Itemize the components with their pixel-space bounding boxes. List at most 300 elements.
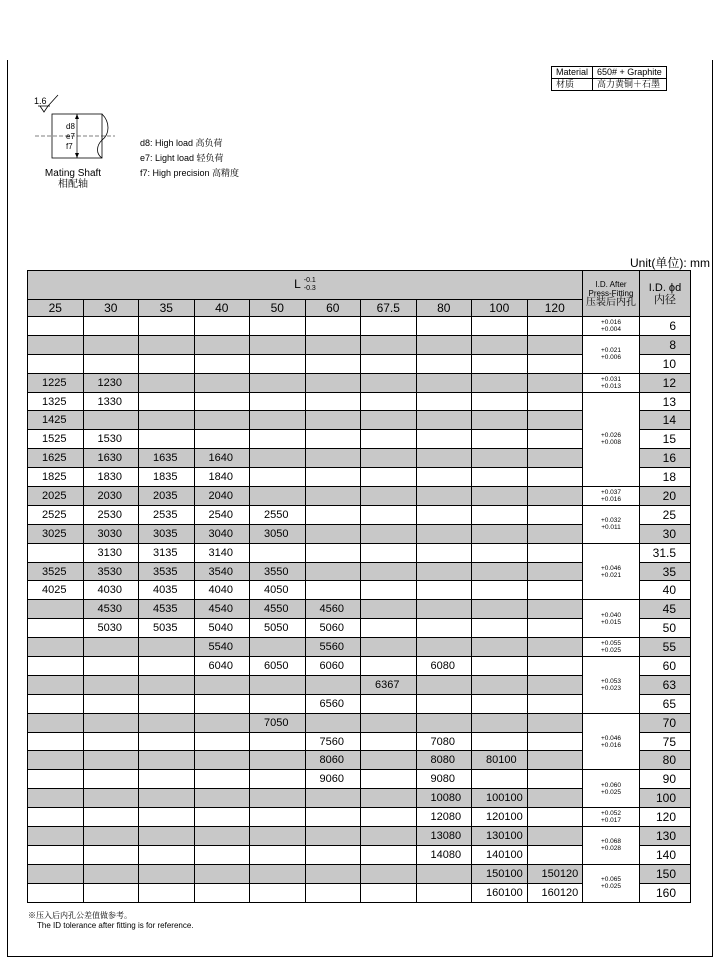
- part-number-cell: [527, 581, 583, 600]
- note-d8: d8: High load 高负荷: [140, 138, 223, 148]
- part-number-cell: [250, 638, 306, 657]
- part-number-cell: [527, 449, 583, 468]
- tolerance-upper: +0.046: [600, 564, 622, 572]
- length-tol-upper: -0.1: [303, 277, 316, 284]
- part-number-cell: [194, 694, 250, 713]
- table-row: [28, 505, 691, 524]
- part-number-cell: [527, 845, 583, 864]
- part-number-cell: [305, 373, 361, 392]
- inner-diameter-cell: 16: [640, 449, 691, 468]
- tolerance-lower: +0.025: [600, 647, 622, 655]
- part-number-cell: 7080: [416, 732, 472, 751]
- part-number-cell: 1425: [28, 411, 84, 430]
- inner-diameter-cell: 13: [640, 392, 691, 411]
- part-number-cell: [416, 411, 472, 430]
- mating-shaft-drawing: [30, 94, 120, 164]
- part-number-cell: [305, 468, 361, 487]
- part-number-cell: [361, 808, 417, 827]
- footnote: [28, 911, 194, 931]
- part-number-cell: [527, 694, 583, 713]
- part-number-cell: [472, 430, 528, 449]
- length-col-header: 67.5: [361, 300, 417, 317]
- part-number-cell: 5035: [139, 619, 195, 638]
- part-number-cell: 6080: [416, 657, 472, 676]
- inner-diameter-cell: 31.5: [640, 543, 691, 562]
- part-number-cell: [305, 335, 361, 354]
- part-number-cell: [527, 619, 583, 638]
- part-number-cell: [416, 543, 472, 562]
- inner-diameter-cell: 14: [640, 411, 691, 430]
- part-number-cell: [527, 430, 583, 449]
- part-number-cell: 1840: [194, 468, 250, 487]
- part-number-cell: 13080: [416, 827, 472, 846]
- part-number-cell: 3525: [28, 562, 84, 581]
- material-label-cn: 材质: [552, 79, 593, 91]
- part-number-cell: [194, 751, 250, 770]
- part-number-cell: 8060: [305, 751, 361, 770]
- part-number-cell: [472, 732, 528, 751]
- part-number-cell: 4050: [250, 581, 306, 600]
- part-number-cell: [139, 675, 195, 694]
- id-tolerance-cell: [583, 335, 640, 373]
- part-number-cell: [472, 581, 528, 600]
- part-number-cell: 3025: [28, 524, 84, 543]
- inner-diameter-cell: 20: [640, 487, 691, 506]
- part-number-cell: [361, 411, 417, 430]
- tolerance-upper: +0.040: [600, 611, 622, 619]
- part-number-cell: 5060: [305, 619, 361, 638]
- part-number-cell: [361, 392, 417, 411]
- part-number-cell: [305, 581, 361, 600]
- part-number-cell: 1325: [28, 392, 84, 411]
- part-number-cell: [83, 864, 139, 883]
- footnote-en: The ID tolerance after fitting is for reference.: [37, 921, 194, 930]
- part-number-cell: [416, 335, 472, 354]
- length-col-header: 40: [194, 300, 250, 317]
- part-number-cell: [305, 845, 361, 864]
- part-number-cell: 1825: [28, 468, 84, 487]
- part-number-cell: 10080: [416, 789, 472, 808]
- tolerance-upper: +0.053: [600, 677, 622, 685]
- part-number-cell: [194, 335, 250, 354]
- tolerance-upper: +0.068: [600, 838, 622, 846]
- part-number-cell: [527, 524, 583, 543]
- part-number-cell: [305, 411, 361, 430]
- part-number-cell: 3540: [194, 562, 250, 581]
- frame-bottom-border: [7, 956, 713, 957]
- part-number-cell: [83, 751, 139, 770]
- part-number-cell: 3050: [250, 524, 306, 543]
- part-number-cell: 5560: [305, 638, 361, 657]
- inner-diameter-cell: 18: [640, 468, 691, 487]
- part-number-cell: 6367: [361, 675, 417, 694]
- part-number-cell: [361, 638, 417, 657]
- part-number-cell: 1230: [83, 373, 139, 392]
- part-number-cell: [83, 657, 139, 676]
- part-number-cell: [527, 770, 583, 789]
- part-number-cell: [361, 845, 417, 864]
- part-number-cell: [250, 770, 306, 789]
- part-number-cell: [250, 732, 306, 751]
- part-number-cell: [305, 354, 361, 373]
- part-number-cell: [472, 317, 528, 336]
- part-number-cell: [139, 808, 195, 827]
- part-number-cell: [250, 808, 306, 827]
- part-number-cell: [416, 392, 472, 411]
- part-number-cell: [250, 373, 306, 392]
- part-number-cell: [472, 600, 528, 619]
- part-number-cell: [305, 562, 361, 581]
- part-number-cell: 7050: [250, 713, 306, 732]
- part-number-cell: [139, 392, 195, 411]
- part-number-cell: [472, 487, 528, 506]
- part-number-cell: [472, 392, 528, 411]
- part-number-cell: [472, 354, 528, 373]
- shaft-caption: [28, 168, 118, 190]
- part-number-cell: 4550: [250, 600, 306, 619]
- part-number-cell: [527, 657, 583, 676]
- part-number-cell: 4035: [139, 581, 195, 600]
- part-number-cell: 4025: [28, 581, 84, 600]
- part-number-cell: [361, 373, 417, 392]
- table-row: [28, 373, 691, 392]
- part-number-cell: [194, 430, 250, 449]
- part-number-cell: [139, 335, 195, 354]
- inner-diameter-cell: 130: [640, 827, 691, 846]
- part-number-cell: [416, 600, 472, 619]
- part-number-cell: [305, 505, 361, 524]
- part-number-cell: [361, 864, 417, 883]
- part-number-cell: 1630: [83, 449, 139, 468]
- tolerance-lower: +0.013: [600, 382, 622, 390]
- tolerance-upper: +0.026: [600, 432, 622, 440]
- tolerance-lower: +0.021: [600, 571, 622, 579]
- part-number-cell: [28, 354, 84, 373]
- part-number-cell: [139, 883, 195, 902]
- part-number-cell: [250, 317, 306, 336]
- part-number-cell: 160120: [527, 883, 583, 902]
- part-number-cell: [83, 713, 139, 732]
- part-number-cell: [83, 354, 139, 373]
- part-number-cell: [83, 638, 139, 657]
- part-number-cell: [250, 354, 306, 373]
- id-tolerance-cell: [583, 827, 640, 865]
- part-number-cell: [28, 883, 84, 902]
- id-tolerance-cell: [583, 392, 640, 486]
- part-number-cell: [28, 600, 84, 619]
- part-number-cell: [250, 430, 306, 449]
- inner-diameter-cell: 160: [640, 883, 691, 902]
- tolerance-lower: +0.016: [600, 495, 622, 503]
- part-number-cell: [416, 354, 472, 373]
- part-number-cell: [472, 543, 528, 562]
- part-number-cell: [194, 713, 250, 732]
- part-number-cell: [250, 449, 306, 468]
- part-number-cell: [361, 524, 417, 543]
- note-e7: e7: Light load 轻负荷: [140, 153, 224, 163]
- inner-diameter-cell: 60: [640, 657, 691, 676]
- table-row: [28, 713, 691, 732]
- part-number-cell: [305, 524, 361, 543]
- tolerance-lower: +0.004: [600, 325, 622, 333]
- part-number-cell: [472, 619, 528, 638]
- tolerance-upper: +0.060: [600, 781, 622, 789]
- part-number-cell: [527, 600, 583, 619]
- part-number-cell: [416, 638, 472, 657]
- part-number-cell: [83, 675, 139, 694]
- part-number-cell: [416, 562, 472, 581]
- part-number-cell: [527, 392, 583, 411]
- id-tolerance-cell: [583, 317, 640, 336]
- part-number-cell: [361, 789, 417, 808]
- part-number-cell: [361, 468, 417, 487]
- table-row: [28, 770, 691, 789]
- part-number-cell: [305, 827, 361, 846]
- tolerance-upper: +0.046: [600, 734, 622, 742]
- part-number-cell: [305, 487, 361, 506]
- length-col-header: 50: [250, 300, 306, 317]
- part-number-cell: [194, 864, 250, 883]
- part-number-cell: 7560: [305, 732, 361, 751]
- part-number-cell: [28, 657, 84, 676]
- part-number-cell: 3035: [139, 524, 195, 543]
- length-col-header: 35: [139, 300, 195, 317]
- part-number-cell: [527, 789, 583, 808]
- part-number-cell: [416, 619, 472, 638]
- frame-left-border: [7, 60, 8, 956]
- fit-f7: f7: [66, 142, 73, 151]
- id-tolerance-cell: [583, 600, 640, 638]
- tolerance-lower: +0.017: [600, 817, 622, 825]
- part-number-cell: [83, 411, 139, 430]
- part-number-cell: [527, 638, 583, 657]
- part-number-cell: [527, 675, 583, 694]
- part-number-cell: [139, 845, 195, 864]
- tolerance-upper: +0.016: [600, 318, 622, 326]
- inner-diameter-cell: 6: [640, 317, 691, 336]
- part-number-cell: [83, 335, 139, 354]
- table-row: [28, 808, 691, 827]
- part-number-cell: [527, 487, 583, 506]
- length-label: L: [294, 277, 301, 292]
- part-number-cell: [361, 487, 417, 506]
- part-number-cell: [83, 808, 139, 827]
- part-number-cell: 1225: [28, 373, 84, 392]
- part-number-cell: [139, 638, 195, 657]
- part-number-cell: [361, 732, 417, 751]
- part-number-cell: [527, 317, 583, 336]
- id-tolerance-cell: [583, 505, 640, 543]
- part-number-cell: [527, 732, 583, 751]
- part-number-cell: [28, 732, 84, 751]
- part-number-cell: [28, 845, 84, 864]
- part-number-cell: [250, 789, 306, 808]
- inner-diameter-cell: 12: [640, 373, 691, 392]
- part-number-cell: [83, 845, 139, 864]
- id-tolerance-cell: [583, 657, 640, 714]
- part-number-cell: 1330: [83, 392, 139, 411]
- part-number-cell: [416, 505, 472, 524]
- part-number-cell: 9060: [305, 770, 361, 789]
- part-number-cell: 2530: [83, 505, 139, 524]
- part-number-cell: [361, 562, 417, 581]
- id-tolerance-cell: [583, 543, 640, 600]
- roughness-value: 1.6: [34, 96, 47, 106]
- tolerance-lower: +0.015: [600, 618, 622, 626]
- part-number-cell: [194, 789, 250, 808]
- part-number-cell: [28, 770, 84, 789]
- part-number-cell: [139, 864, 195, 883]
- frame-right-border: [712, 60, 713, 956]
- part-number-cell: [139, 430, 195, 449]
- length-col-header: 25: [28, 300, 84, 317]
- part-number-cell: 2030: [83, 487, 139, 506]
- part-number-cell: [83, 770, 139, 789]
- part-number-cell: [28, 675, 84, 694]
- id-tolerance-cell: [583, 864, 640, 902]
- part-number-cell: [28, 751, 84, 770]
- part-number-cell: [28, 808, 84, 827]
- part-number-cell: [139, 827, 195, 846]
- part-number-cell: [416, 468, 472, 487]
- part-number-cell: [28, 317, 84, 336]
- part-number-cell: [361, 751, 417, 770]
- part-number-cell: [194, 317, 250, 336]
- part-number-cell: [83, 789, 139, 808]
- table-row: [28, 657, 691, 676]
- part-number-cell: 6040: [194, 657, 250, 676]
- part-number-cell: [250, 845, 306, 864]
- part-number-cell: 120100: [472, 808, 528, 827]
- part-number-cell: [305, 543, 361, 562]
- part-number-cell: [28, 638, 84, 657]
- tolerance-notes: [140, 136, 239, 181]
- tolerance-upper: +0.037: [600, 488, 622, 496]
- part-number-cell: [472, 449, 528, 468]
- part-number-cell: 2525: [28, 505, 84, 524]
- tolerance-upper: +0.052: [600, 810, 622, 818]
- tolerance-lower: +0.008: [600, 439, 622, 447]
- part-number-cell: [361, 581, 417, 600]
- shaft-caption-cn: 相配轴: [58, 179, 88, 190]
- shaft-caption-en: Mating Shaft: [44, 168, 102, 179]
- part-number-cell: [361, 335, 417, 354]
- inner-diameter-cell: 55: [640, 638, 691, 657]
- part-number-cell: [527, 411, 583, 430]
- inner-diameter-cell: 80: [640, 751, 691, 770]
- tolerance-lower: +0.016: [600, 741, 622, 749]
- length-col-header: 80: [416, 300, 472, 317]
- part-number-cell: [250, 675, 306, 694]
- length-header: [28, 271, 583, 300]
- tolerance-lower: +0.006: [600, 354, 622, 362]
- inner-diameter-cell: 90: [640, 770, 691, 789]
- part-number-cell: [194, 373, 250, 392]
- part-number-cell: [527, 335, 583, 354]
- part-number-cell: [416, 373, 472, 392]
- part-number-cell: [416, 449, 472, 468]
- part-number-cell: 4530: [83, 600, 139, 619]
- part-number-cell: [28, 789, 84, 808]
- part-number-cell: [250, 751, 306, 770]
- part-number-cell: [305, 713, 361, 732]
- part-number-cell: [472, 468, 528, 487]
- part-number-cell: [361, 770, 417, 789]
- part-number-cell: [194, 845, 250, 864]
- part-number-cell: [472, 657, 528, 676]
- table-row: [28, 864, 691, 883]
- part-number-cell: 5050: [250, 619, 306, 638]
- id-tolerance-cell: [583, 713, 640, 770]
- part-number-cell: 5030: [83, 619, 139, 638]
- part-number-cell: [83, 694, 139, 713]
- part-number-cell: 150100: [472, 864, 528, 883]
- part-number-cell: [416, 524, 472, 543]
- part-number-cell: [83, 883, 139, 902]
- part-number-cell: [416, 694, 472, 713]
- part-number-cell: [305, 675, 361, 694]
- part-number-cell: 3135: [139, 543, 195, 562]
- inner-diameter-cell: 120: [640, 808, 691, 827]
- part-number-cell: [28, 864, 84, 883]
- part-number-cell: [527, 562, 583, 581]
- part-number-cell: [527, 543, 583, 562]
- part-number-cell: [250, 411, 306, 430]
- part-number-cell: 3040: [194, 524, 250, 543]
- part-number-cell: 150120: [527, 864, 583, 883]
- part-number-cell: 6560: [305, 694, 361, 713]
- part-number-cell: [250, 487, 306, 506]
- fit-d8: d8: [66, 122, 75, 131]
- part-number-cell: 3140: [194, 543, 250, 562]
- part-number-cell: 3530: [83, 562, 139, 581]
- tolerance-lower: +0.025: [600, 883, 622, 891]
- inner-diameter-cell: 8: [640, 335, 691, 354]
- part-number-cell: [361, 600, 417, 619]
- material-label-en: Material: [552, 67, 593, 79]
- part-number-cell: 2535: [139, 505, 195, 524]
- part-number-cell: 130100: [472, 827, 528, 846]
- part-number-cell: [527, 827, 583, 846]
- part-number-cell: [527, 468, 583, 487]
- part-number-cell: [250, 694, 306, 713]
- tolerance-upper: +0.021: [600, 347, 622, 355]
- part-number-cell: [305, 317, 361, 336]
- part-number-cell: [194, 675, 250, 694]
- part-number-cell: [194, 808, 250, 827]
- part-number-cell: [139, 657, 195, 676]
- part-number-cell: [194, 827, 250, 846]
- part-number-cell: 3535: [139, 562, 195, 581]
- part-number-cell: 2540: [194, 505, 250, 524]
- part-number-cell: [28, 713, 84, 732]
- part-number-cell: [361, 317, 417, 336]
- table-row: [28, 317, 691, 336]
- part-number-cell: [416, 713, 472, 732]
- part-number-cell: [527, 354, 583, 373]
- id-tolerance-cell: [583, 638, 640, 657]
- part-number-cell: 5540: [194, 638, 250, 657]
- part-number-cell: [250, 883, 306, 902]
- part-number-cell: [472, 373, 528, 392]
- part-number-cell: [472, 675, 528, 694]
- part-number-cell: [527, 373, 583, 392]
- part-number-cell: [139, 411, 195, 430]
- part-number-cell: [416, 883, 472, 902]
- part-number-cell: [83, 732, 139, 751]
- unit-label: Unit(单位): mm: [630, 256, 710, 270]
- tolerance-lower: +0.011: [601, 524, 621, 532]
